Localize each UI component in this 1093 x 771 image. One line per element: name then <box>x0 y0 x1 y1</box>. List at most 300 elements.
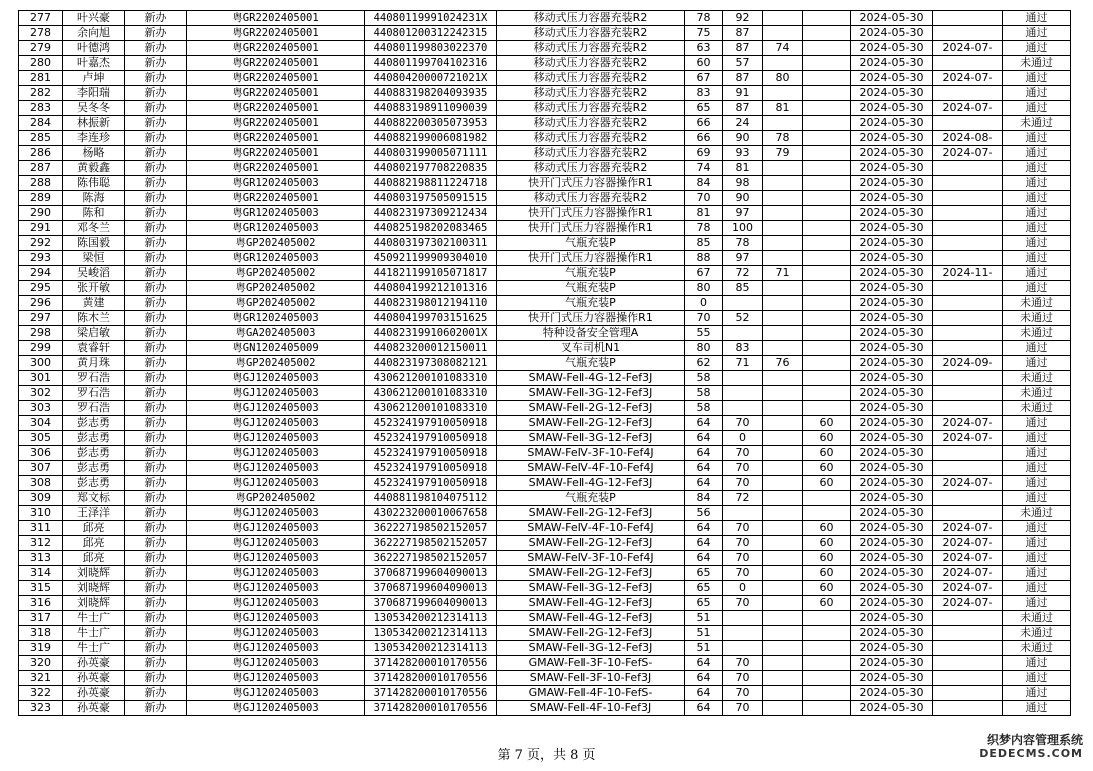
exam-item-cell: 移动式压力容器充装R2 <box>497 161 685 176</box>
result-cell: 通过 <box>1003 281 1071 296</box>
table-row <box>19 686 1071 701</box>
application-type-cell: 新办 <box>125 386 187 401</box>
exam-date-cell: 2024-05-30 <box>851 431 933 446</box>
application-type-cell: 新办 <box>125 116 187 131</box>
exam-item-cell: 特种设备安全管理A <box>497 326 685 341</box>
score-1-cell: 58 <box>685 386 723 401</box>
table-row <box>19 611 1071 626</box>
class-code-cell: 粤GJ1202405003 <box>187 671 365 686</box>
candidate-name-cell: 邱亮 <box>63 536 125 551</box>
result-cell: 通过 <box>1003 131 1071 146</box>
class-code-cell: 粤GJ1202405003 <box>187 626 365 641</box>
score-4-cell: 60 <box>803 461 851 476</box>
retest-date-cell <box>933 446 1003 461</box>
row-number-cell: 294 <box>19 266 63 281</box>
score-4-cell <box>803 671 851 686</box>
score-1-cell: 65 <box>685 581 723 596</box>
candidate-name-cell: 陈伟聪 <box>63 176 125 191</box>
row-number-cell: 301 <box>19 371 63 386</box>
score-2-cell <box>723 626 763 641</box>
exam-item-cell: SMAW-FeⅡ-3F-10-Fef3J <box>497 671 685 686</box>
table-row <box>19 41 1071 56</box>
score-4-cell <box>803 41 851 56</box>
score-2-cell: 100 <box>723 221 763 236</box>
exam-item-cell: SMAW-FeⅡ-3G-12-Fef3J <box>497 641 685 656</box>
row-number-cell: 298 <box>19 326 63 341</box>
application-type-cell: 新办 <box>125 326 187 341</box>
score-2-cell: 78 <box>723 236 763 251</box>
score-2-cell: 92 <box>723 11 763 26</box>
exam-item-cell: GMAW-FeⅡ-4F-10-FefS- <box>497 686 685 701</box>
table-row <box>19 656 1071 671</box>
result-cell: 未通过 <box>1003 326 1071 341</box>
score-1-cell: 64 <box>685 521 723 536</box>
result-cell: 通过 <box>1003 191 1071 206</box>
row-number-cell: 284 <box>19 116 63 131</box>
candidate-name-cell: 刘晓辉 <box>63 581 125 596</box>
retest-date-cell <box>933 626 1003 641</box>
row-number-cell: 322 <box>19 686 63 701</box>
candidate-name-cell: 邱亮 <box>63 551 125 566</box>
result-cell: 通过 <box>1003 86 1071 101</box>
exam-item-cell: SMAW-FeⅡ-3G-12-Fef3J <box>497 386 685 401</box>
retest-date-cell: 2024-07- <box>933 566 1003 581</box>
table-row <box>19 281 1071 296</box>
id-number-cell: 452324197910050918 <box>365 416 497 431</box>
candidate-name-cell: 叶嘉杰 <box>63 56 125 71</box>
score-2-cell: 85 <box>723 281 763 296</box>
score-1-cell: 67 <box>685 71 723 86</box>
exam-date-cell: 2024-05-30 <box>851 26 933 41</box>
retest-date-cell <box>933 386 1003 401</box>
score-3-cell <box>763 581 803 596</box>
candidate-name-cell: 杨略 <box>63 146 125 161</box>
application-type-cell: 新办 <box>125 431 187 446</box>
result-cell: 通过 <box>1003 221 1071 236</box>
class-code-cell: 粤GJ1202405003 <box>187 596 365 611</box>
retest-date-cell: 2024-07- <box>933 146 1003 161</box>
score-3-cell <box>763 506 803 521</box>
score-3-cell <box>763 596 803 611</box>
class-code-cell: 粤GP202405002 <box>187 491 365 506</box>
candidate-name-cell: 罗石浩 <box>63 371 125 386</box>
score-2-cell: 81 <box>723 161 763 176</box>
table-row <box>19 431 1071 446</box>
score-2-cell <box>723 506 763 521</box>
result-cell: 通过 <box>1003 461 1071 476</box>
score-2-cell: 70 <box>723 566 763 581</box>
result-cell: 通过 <box>1003 566 1071 581</box>
class-code-cell: 粤GJ1202405003 <box>187 566 365 581</box>
exam-date-cell: 2024-05-30 <box>851 446 933 461</box>
class-code-cell: 粤GJ1202405003 <box>187 371 365 386</box>
table-row <box>19 536 1071 551</box>
application-type-cell: 新办 <box>125 341 187 356</box>
candidate-name-cell: 郑文标 <box>63 491 125 506</box>
application-type-cell: 新办 <box>125 701 187 716</box>
score-3-cell: 76 <box>763 356 803 371</box>
score-3-cell <box>763 401 803 416</box>
score-2-cell <box>723 611 763 626</box>
score-2-cell: 90 <box>723 191 763 206</box>
result-cell: 通过 <box>1003 581 1071 596</box>
score-4-cell <box>803 356 851 371</box>
exam-date-cell: 2024-05-30 <box>851 671 933 686</box>
exam-item-cell: SMAW-FeⅡ-2G-12-Fef3J <box>497 506 685 521</box>
id-number-cell: 440823200012150011 <box>365 341 497 356</box>
score-1-cell: 65 <box>685 566 723 581</box>
score-4-cell: 60 <box>803 536 851 551</box>
score-3-cell <box>763 416 803 431</box>
id-number-cell: 440823198012194110 <box>365 296 497 311</box>
exam-item-cell: 快开门式压力容器操作R1 <box>497 176 685 191</box>
exam-item-cell: 移动式压力容器充装R2 <box>497 146 685 161</box>
score-3-cell <box>763 296 803 311</box>
retest-date-cell: 2024-07- <box>933 101 1003 116</box>
application-type-cell: 新办 <box>125 416 187 431</box>
id-number-cell: 130534200212314113 <box>365 641 497 656</box>
score-2-cell <box>723 326 763 341</box>
exam-date-cell: 2024-05-30 <box>851 686 933 701</box>
class-code-cell: 粤GJ1202405003 <box>187 476 365 491</box>
candidate-name-cell: 王泽洋 <box>63 506 125 521</box>
class-code-cell: 粤GR2202405001 <box>187 131 365 146</box>
application-type-cell: 新办 <box>125 161 187 176</box>
score-3-cell <box>763 206 803 221</box>
retest-date-cell: 2024-07- <box>933 476 1003 491</box>
score-1-cell: 63 <box>685 41 723 56</box>
result-cell: 通过 <box>1003 176 1071 191</box>
retest-date-cell: 2024-08- <box>933 131 1003 146</box>
score-4-cell <box>803 146 851 161</box>
exam-date-cell: 2024-05-30 <box>851 356 933 371</box>
score-3-cell <box>763 311 803 326</box>
table-row <box>19 401 1071 416</box>
class-code-cell: 粤GJ1202405003 <box>187 701 365 716</box>
score-1-cell: 78 <box>685 11 723 26</box>
id-number-cell: 370687199604090013 <box>365 566 497 581</box>
score-3-cell: 71 <box>763 266 803 281</box>
score-4-cell <box>803 191 851 206</box>
result-cell: 通过 <box>1003 446 1071 461</box>
class-code-cell: 粤GA202405003 <box>187 326 365 341</box>
id-number-cell: 440823197308082121 <box>365 356 497 371</box>
score-4-cell <box>803 656 851 671</box>
exam-date-cell: 2024-05-30 <box>851 551 933 566</box>
score-4-cell <box>803 251 851 266</box>
table-row <box>19 221 1071 236</box>
score-3-cell <box>763 461 803 476</box>
id-number-cell: 440803199005071111 <box>365 146 497 161</box>
id-number-cell: 440804199212101316 <box>365 281 497 296</box>
class-code-cell: 粤GR1202405003 <box>187 251 365 266</box>
score-2-cell: 83 <box>723 341 763 356</box>
id-number-cell: 440883198204093935 <box>365 86 497 101</box>
id-number-cell: 452324197910050918 <box>365 476 497 491</box>
class-code-cell: 粤GR2202405001 <box>187 86 365 101</box>
table-row <box>19 56 1071 71</box>
score-4-cell: 60 <box>803 566 851 581</box>
candidate-name-cell: 叶德鸿 <box>63 41 125 56</box>
exam-date-cell: 2024-05-30 <box>851 416 933 431</box>
exam-date-cell: 2024-05-30 <box>851 656 933 671</box>
class-code-cell: 粤GR1202405003 <box>187 311 365 326</box>
candidate-name-cell: 孙英豪 <box>63 686 125 701</box>
exam-item-cell: SMAW-FeⅡ-4G-12-Fef3J <box>497 371 685 386</box>
candidate-name-cell: 牛士广 <box>63 641 125 656</box>
result-cell: 未通过 <box>1003 371 1071 386</box>
table-row <box>19 251 1071 266</box>
score-4-cell <box>803 266 851 281</box>
exam-item-cell: SMAW-FeⅡ-3G-12-Fef3J <box>497 581 685 596</box>
result-cell: 通过 <box>1003 656 1071 671</box>
candidate-name-cell: 梁恒 <box>63 251 125 266</box>
score-3-cell <box>763 686 803 701</box>
score-3-cell <box>763 566 803 581</box>
application-type-cell: 新办 <box>125 491 187 506</box>
class-code-cell: 粤GR2202405001 <box>187 56 365 71</box>
result-cell: 未通过 <box>1003 611 1071 626</box>
row-number-cell: 312 <box>19 536 63 551</box>
exam-item-cell: 快开门式压力容器操作R1 <box>497 206 685 221</box>
table-row <box>19 551 1071 566</box>
application-type-cell: 新办 <box>125 266 187 281</box>
application-type-cell: 新办 <box>125 611 187 626</box>
exam-date-cell: 2024-05-30 <box>851 311 933 326</box>
exam-date-cell: 2024-05-30 <box>851 566 933 581</box>
score-2-cell <box>723 386 763 401</box>
id-number-cell: 362227198502152057 <box>365 551 497 566</box>
class-code-cell: 粤GR1202405003 <box>187 176 365 191</box>
row-number-cell: 311 <box>19 521 63 536</box>
id-number-cell: 370687199604090013 <box>365 581 497 596</box>
exam-date-cell: 2024-05-30 <box>851 206 933 221</box>
application-type-cell: 新办 <box>125 26 187 41</box>
candidate-name-cell: 彭志勇 <box>63 431 125 446</box>
row-number-cell: 277 <box>19 11 63 26</box>
application-type-cell: 新办 <box>125 41 187 56</box>
exam-item-cell: 气瓶充装P <box>497 266 685 281</box>
table-row <box>19 416 1071 431</box>
score-1-cell: 65 <box>685 596 723 611</box>
class-code-cell: 粤GN1202405009 <box>187 341 365 356</box>
score-1-cell: 67 <box>685 266 723 281</box>
score-4-cell <box>803 686 851 701</box>
watermark-line2: DEDECMS.COM <box>979 747 1083 760</box>
application-type-cell: 新办 <box>125 521 187 536</box>
score-3-cell <box>763 86 803 101</box>
table-row <box>19 326 1071 341</box>
retest-date-cell <box>933 656 1003 671</box>
id-number-cell: 430621200101083310 <box>365 371 497 386</box>
score-2-cell: 72 <box>723 491 763 506</box>
score-1-cell: 83 <box>685 86 723 101</box>
class-code-cell: 粤GJ1202405003 <box>187 686 365 701</box>
table-row <box>19 116 1071 131</box>
score-4-cell <box>803 401 851 416</box>
result-cell: 通过 <box>1003 596 1071 611</box>
table-row <box>19 311 1071 326</box>
score-2-cell: 70 <box>723 521 763 536</box>
row-number-cell: 321 <box>19 671 63 686</box>
row-number-cell: 282 <box>19 86 63 101</box>
score-1-cell: 84 <box>685 176 723 191</box>
candidate-name-cell: 刘晓辉 <box>63 596 125 611</box>
exam-item-cell: GMAW-FeⅡ-3F-10-FefS- <box>497 656 685 671</box>
score-4-cell: 60 <box>803 416 851 431</box>
score-4-cell <box>803 641 851 656</box>
candidate-name-cell: 邓冬兰 <box>63 221 125 236</box>
application-type-cell: 新办 <box>125 476 187 491</box>
retest-date-cell <box>933 296 1003 311</box>
class-code-cell: 粤GJ1202405003 <box>187 551 365 566</box>
row-number-cell: 302 <box>19 386 63 401</box>
score-1-cell: 56 <box>685 506 723 521</box>
id-number-cell: 430621200101083310 <box>365 386 497 401</box>
exam-date-cell: 2024-05-30 <box>851 56 933 71</box>
exam-item-cell: SMAW-FeⅣ-3F-10-Fef4J <box>497 446 685 461</box>
id-number-cell: 450921199909304010 <box>365 251 497 266</box>
score-2-cell <box>723 296 763 311</box>
class-code-cell: 粤GR2202405001 <box>187 41 365 56</box>
row-number-cell: 305 <box>19 431 63 446</box>
score-3-cell <box>763 476 803 491</box>
score-2-cell: 70 <box>723 686 763 701</box>
application-type-cell: 新办 <box>125 356 187 371</box>
candidate-name-cell: 孙英豪 <box>63 656 125 671</box>
application-type-cell: 新办 <box>125 581 187 596</box>
application-type-cell: 新办 <box>125 11 187 26</box>
score-2-cell: 70 <box>723 536 763 551</box>
result-cell: 未通过 <box>1003 386 1071 401</box>
score-2-cell: 97 <box>723 206 763 221</box>
table-row <box>19 161 1071 176</box>
score-1-cell: 64 <box>685 701 723 716</box>
exam-item-cell: SMAW-FeⅡ-4G-12-Fef3J <box>497 596 685 611</box>
retest-date-cell: 2024-07- <box>933 71 1003 86</box>
score-1-cell: 64 <box>685 656 723 671</box>
watermark-logo <box>979 733 1083 761</box>
score-4-cell <box>803 611 851 626</box>
score-2-cell <box>723 641 763 656</box>
candidate-name-cell: 吴峻滔 <box>63 266 125 281</box>
score-3-cell <box>763 446 803 461</box>
exam-date-cell: 2024-05-30 <box>851 611 933 626</box>
result-cell: 通过 <box>1003 251 1071 266</box>
exam-date-cell: 2024-05-30 <box>851 236 933 251</box>
class-code-cell: 粤GJ1202405003 <box>187 641 365 656</box>
row-number-cell: 306 <box>19 446 63 461</box>
id-number-cell: 440801200312242315 <box>365 26 497 41</box>
candidate-name-cell: 李阳瑞 <box>63 86 125 101</box>
id-number-cell: 440882198811224718 <box>365 176 497 191</box>
score-3-cell <box>763 56 803 71</box>
id-number-cell: 430621200101083310 <box>365 401 497 416</box>
candidate-name-cell: 邱亮 <box>63 521 125 536</box>
result-cell: 通过 <box>1003 206 1071 221</box>
retest-date-cell <box>933 461 1003 476</box>
table-row <box>19 386 1071 401</box>
class-code-cell: 粤GJ1202405003 <box>187 386 365 401</box>
candidate-name-cell: 吴冬冬 <box>63 101 125 116</box>
candidate-name-cell: 罗石浩 <box>63 401 125 416</box>
score-3-cell <box>763 281 803 296</box>
score-4-cell: 60 <box>803 431 851 446</box>
application-type-cell: 新办 <box>125 566 187 581</box>
retest-date-cell <box>933 506 1003 521</box>
score-2-cell: 87 <box>723 101 763 116</box>
result-cell: 通过 <box>1003 476 1071 491</box>
score-2-cell: 52 <box>723 311 763 326</box>
row-number-cell: 320 <box>19 656 63 671</box>
candidate-name-cell: 黄毅鑫 <box>63 161 125 176</box>
application-type-cell: 新办 <box>125 176 187 191</box>
row-number-cell: 307 <box>19 461 63 476</box>
id-number-cell: 430223200010067658 <box>365 506 497 521</box>
table-row <box>19 131 1071 146</box>
table-row <box>19 26 1071 41</box>
exam-item-cell: SMAW-FeⅣ-3F-10-Fef4J <box>497 551 685 566</box>
exam-item-cell: SMAW-FeⅡ-2G-12-Fef3J <box>497 416 685 431</box>
retest-date-cell <box>933 191 1003 206</box>
score-4-cell <box>803 701 851 716</box>
candidate-name-cell: 张开敏 <box>63 281 125 296</box>
class-code-cell: 粤GR2202405001 <box>187 11 365 26</box>
score-4-cell <box>803 506 851 521</box>
retest-date-cell <box>933 641 1003 656</box>
score-4-cell <box>803 131 851 146</box>
score-2-cell: 97 <box>723 251 763 266</box>
exam-date-cell: 2024-05-30 <box>851 221 933 236</box>
score-1-cell: 75 <box>685 26 723 41</box>
row-number-cell: 299 <box>19 341 63 356</box>
row-number-cell: 316 <box>19 596 63 611</box>
application-type-cell: 新办 <box>125 56 187 71</box>
score-3-cell <box>763 701 803 716</box>
exam-date-cell: 2024-05-30 <box>851 86 933 101</box>
result-cell: 通过 <box>1003 11 1071 26</box>
score-3-cell <box>763 161 803 176</box>
score-4-cell: 60 <box>803 476 851 491</box>
result-cell: 通过 <box>1003 101 1071 116</box>
application-type-cell: 新办 <box>125 401 187 416</box>
score-3-cell <box>763 386 803 401</box>
exam-date-cell: 2024-05-30 <box>851 581 933 596</box>
score-2-cell: 70 <box>723 416 763 431</box>
exam-item-cell: 移动式压力容器充装R2 <box>497 41 685 56</box>
result-cell: 通过 <box>1003 71 1071 86</box>
id-number-cell: 440882200305073953 <box>365 116 497 131</box>
watermark-line1: 织梦内容管理系统 <box>986 733 1083 747</box>
exam-date-cell: 2024-05-30 <box>851 146 933 161</box>
retest-date-cell <box>933 341 1003 356</box>
id-number-cell: 452324197910050918 <box>365 431 497 446</box>
score-4-cell <box>803 221 851 236</box>
result-cell: 通过 <box>1003 26 1071 41</box>
exam-date-cell: 2024-05-30 <box>851 191 933 206</box>
class-code-cell: 粤GJ1202405003 <box>187 656 365 671</box>
retest-date-cell <box>933 176 1003 191</box>
row-number-cell: 308 <box>19 476 63 491</box>
class-code-cell: 粤GJ1202405003 <box>187 521 365 536</box>
score-2-cell: 0 <box>723 581 763 596</box>
candidate-name-cell: 叶兴豪 <box>63 11 125 26</box>
retest-date-cell <box>933 671 1003 686</box>
id-number-cell: 440801199803022370 <box>365 41 497 56</box>
row-number-cell: 288 <box>19 176 63 191</box>
result-cell: 通过 <box>1003 686 1071 701</box>
row-number-cell: 292 <box>19 236 63 251</box>
